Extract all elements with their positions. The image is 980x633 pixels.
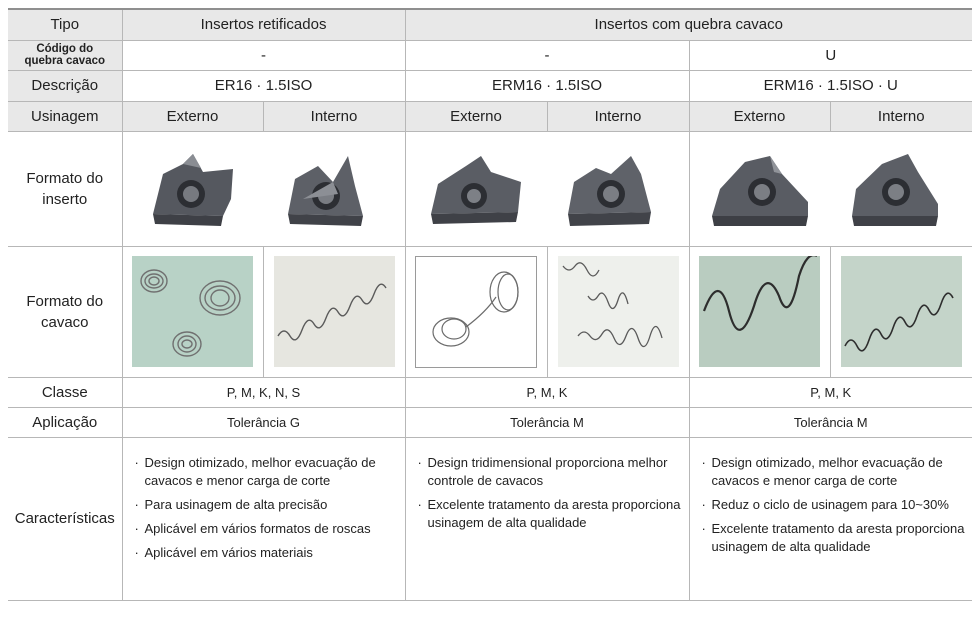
features-col-3 — [689, 437, 972, 600]
caracteristicas-label: Características — [8, 437, 122, 600]
aplicacao-label: Aplicação — [8, 407, 122, 437]
features-col-2 — [405, 437, 689, 600]
insert-shape-int-1 — [288, 156, 363, 226]
usinagem-label: Usinagem — [8, 101, 122, 131]
codigo-label: Código do quebra cavaco — [8, 40, 122, 70]
classe-label: Classe — [8, 377, 122, 407]
list-item: · Para usinagem de alta precisão — [135, 496, 399, 514]
usinagem-externo-3: Externo — [689, 101, 830, 131]
features-list-2 — [418, 454, 683, 532]
list-item: · Design otimizado, melhor evacuação de cavacos e menor carga de corte — [135, 454, 399, 490]
chip-image-cell-5 — [689, 246, 830, 377]
chip-image-cell-3 — [405, 246, 547, 377]
descricao-value-2: ERM16 · 1.5ISO — [405, 70, 689, 101]
list-item: · Excelente tratamento da aresta proporciona usinagem de alta qualidade — [702, 520, 967, 556]
retificados-header: Insertos retificados — [122, 9, 405, 40]
insert-image-quebra — [406, 144, 689, 234]
insert-shape-int-2 — [568, 156, 651, 226]
chip-image-cell-1 — [122, 246, 263, 377]
aplicacao-value-1: Tolerância G — [122, 407, 405, 437]
tipo-label: Tipo — [8, 9, 122, 40]
aplicacao-value-3: Tolerância M — [689, 407, 972, 437]
features-list-3 — [702, 454, 967, 556]
insert-image-quebra-u — [690, 144, 973, 234]
features-list-1 — [135, 454, 399, 562]
insert-shape-ext-1 — [153, 154, 233, 226]
chip-image-cell-2 — [263, 246, 405, 377]
chip-image-ext-2 — [415, 256, 537, 368]
insert-shape-int-3 — [852, 154, 938, 226]
formato-inserto-label: Formato do inserto — [8, 131, 122, 246]
chip-image-int-1 — [274, 256, 395, 367]
features-col-1 — [122, 437, 405, 600]
classe-value-2: P, M, K — [405, 377, 689, 407]
usinagem-interno-1: Interno — [263, 101, 405, 131]
codigo-value-1: - — [122, 40, 405, 70]
classe-value-1: P, M, K, N, S — [122, 377, 405, 407]
aplicacao-value-2: Tolerância M — [405, 407, 689, 437]
insert-images-group-3 — [689, 131, 972, 246]
insert-images-group-2 — [405, 131, 689, 246]
chip-image-cell-6 — [830, 246, 972, 377]
usinagem-interno-3: Interno — [830, 101, 972, 131]
codigo-value-2: - — [405, 40, 689, 70]
insert-images-group-1 — [122, 131, 405, 246]
classe-value-3: P, M, K — [689, 377, 972, 407]
descricao-value-3: ERM16 · 1.5ISO · U — [689, 70, 972, 101]
list-item: · Design tridimensional proporciona melhor controle de cavacos — [418, 454, 683, 490]
codigo-value-3: U — [689, 40, 972, 70]
insert-shape-ext-3 — [712, 156, 808, 226]
list-item: · Aplicável em vários materiais — [135, 544, 399, 562]
usinagem-interno-2: Interno — [547, 101, 689, 131]
quebra-cavaco-header: Insertos com quebra cavaco — [405, 9, 972, 40]
usinagem-externo-1: Externo — [122, 101, 263, 131]
insert-image-retificados — [123, 144, 406, 234]
usinagem-externo-2: Externo — [405, 101, 547, 131]
insert-shape-ext-2 — [431, 156, 521, 224]
list-item: · Reduz o ciclo de usinagem para 10~30% — [702, 496, 967, 514]
chip-image-ext-1 — [132, 256, 253, 367]
chip-image-ext-3 — [699, 256, 820, 367]
descricao-label: Descrição — [8, 70, 122, 101]
list-item: · Design otimizado, melhor evacuação de cavacos e menor carga de corte — [702, 454, 967, 490]
chip-image-int-2 — [558, 256, 679, 367]
descricao-value-1: ER16 · 1.5ISO — [122, 70, 405, 101]
chip-image-int-3 — [841, 256, 962, 367]
chip-image-cell-4 — [547, 246, 689, 377]
formato-cavaco-label: Formato do cavaco — [8, 246, 122, 377]
list-item: · Aplicável em vários formatos de roscas — [135, 520, 399, 538]
list-item: · Excelente tratamento da aresta proporciona usinagem de alta qualidade — [418, 496, 683, 532]
insert-comparison-table — [8, 8, 972, 601]
